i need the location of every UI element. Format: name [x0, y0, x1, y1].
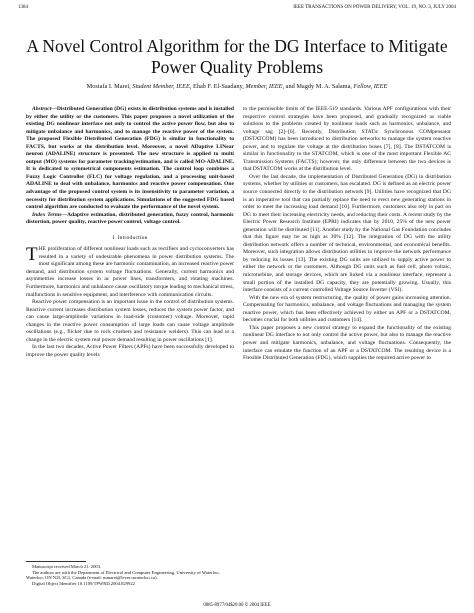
page-number: 1384 [18, 5, 28, 10]
intro-paragraph-3: In the last two decades, Active Power Filters (APFs) have been successfully developed to improve the power quality levels [26, 344, 234, 358]
left-column [26, 106, 234, 360]
right-paragraph-1: to the permissible limits of the IEEE-519 standards. Various APF configurations with their respective control strategies have been proposed, and gradually recognized as viable solutions to the problems created by nonlinear loads such as harmonics, unbalance, and voltage sag [2]–[6]. Recently, Distribution STATic Synchronous COMpensator (DSTATCOM) has been introduced to distribution networks to manage the system reactive power, and to regulate the voltage at the distribution buses [7], [8]. The DSTATCOM is similar in functionality to the STATCOM, which is one of the most important Flexible AC Transmission Systems (FACTS); however, the only difference between the two devices is that DSTATCOM works at the distribution level. [243, 106, 451, 173]
footnote-received: Manuscript received March 21, 2003. [32, 564, 102, 569]
right-paragraph-4: This paper proposes a new control strategy to expand the functionality of the existing nonlinear DG interface to not only control the active power, but also to manage the reactive power and mitigate harmonics, unbalance, and voltage fluctuations. Consequently, the interface can emulate the function of an APF or a DSTATCOM. The resulting device is a Flexible Distributed Generation (FDG), which supplies the required active power to [243, 324, 451, 362]
footnote-doi: Digital Object Identifier 10.1109/TPWRD.2004.829922 [32, 580, 135, 586]
right-paragraph-2: Over the last decade, the implementation of Distributed Generation (DG) in distribution systems, whether by utilities or customers, has escalated. DG is defined as an electric power source connected directly to the distribution network [9]. Utilities have recognized that DG is an imperative tool that can partially replace the need to erect new generating stations in order to meet the increasing load demand [10]. Furthermore, customers also rely in part on DG to meet their increasing electricity needs, and reducing their costs. A recent study by the Electric Power Research Institute (EPRI) indicates that by 2010, 25% of the new power generation will be distributed [11]. Another study by the National Gas Foundation concludes that this figure may be as high as 30% [12]. The integration of DG with the utility distribution network offers a number of technical, environmental, and economical benefits. Moreover, such integration allows distribution utilities to improve the network performance by reducing its losses [13]. The existing DG units are utilized to supply active power to either the network or the customers. Although DG units such as fuel cell, photo voltaic, microturbine, and storage devices, which are linked via a nonlinear interface, represent a small portion of the installed DG capacity, they are potentially growing. Usually, this interface consists of a current controlled Voltage Source Inverter (VSI). [243, 173, 451, 294]
section-heading: I. Introduction [112, 234, 148, 241]
author-3-role: Fellow, IEEE [353, 83, 388, 90]
author-2: Ehab F. El-Saadany, [192, 83, 244, 90]
abstract [26, 106, 234, 212]
footnote-rule [26, 561, 86, 562]
abstract-label: Abstract— [32, 106, 57, 112]
index-terms-text: Adaptive estimation, distributed generation, fuzzy control, harmonic distortion, power quality, reactive power control, voltage control. [26, 211, 234, 226]
right-paragraph-3: With the new era of system restructuring, the quality of power gains increasing attention. Compensating for harmonics, unbalance, and voltage fluctuations and managing the system reactive power, which has been effectively achieved by either an APF or a DSTATCOM, becomes crucial for both utilities and customers [14]. [243, 294, 451, 324]
author-1: Mostafa I. Marei, [86, 83, 131, 90]
author-line [18, 83, 456, 90]
author-2-role: Member, IEEE, [245, 83, 285, 90]
journal-running-head: IEEE TRANSACTIONS ON POWER DELIVERY, VOL. 19, NO. 3, JULY 2004 [293, 5, 456, 10]
abstract-text: Distributed Generation (DG) exists in distribution systems and is installed by either the utility or the customers. This paper proposes a novel utilization of the existing DG nonlinear interface not only to control the active power flow, but also to mitigate unbalance and harmonics, and to manage the reactive power of the system. The proposed Flexible Distributed Generation (FDG) is similar in functionality to FACTS, but works at the distribution level. Moreover, a novel ADaptive LINear neuron (ADALINE) structure is presented. The new structure is applied to multi output (MO) systems for parameter tracking/estimation, and is called MO-ADALINE. It is dedicated to symmetrical components estimation. The control loop combines a Fuzzy Logic Controller (FLC) for voltage regulation, and a processing unit-based ADALINE to deal with unbalance, harmonics and reactive power compensation. One advantage of the proposed control system is its insensitivity to parameter variation, a necessity for distribution system applications. Simulations of the suggested FDG based control algorithm are conducted to evaluate the performance of the novel system. [26, 106, 234, 211]
footnote-affiliation: The authors are with the Department of Electrical and Computer Engineering, University of Waterloo, Waterloo, ON N2L 3G1, Canada (e-mail: mmarei@lever.uwaterloo.ca). [26, 569, 220, 581]
author-1-role: Student Member, IEEE, [132, 83, 192, 90]
intro-paragraph-2: Reactive power compensation is an important issue in the control of distribution systems. Reactive current increases distribution system losses, reduces the system power factor, and can cause large-amplitude variations in load-side (customer) voltage. Moreover, rapid changes in the reactive power consumption of large loads can cause voltage amplitude oscillations (e.g., flicker due to rock crushers and resistance welders). This can lead to a change in the electric system real power demand resulting in power oscillations [1]. [26, 299, 234, 343]
index-terms [26, 212, 234, 227]
intro-paragraph-1-text: HE proliferation of different nonlinear loads such as rectifiers and cycloconverters has resulted in a variety of undesirable phenomena in power distribution systems. The most significant among these are harmonic contamination, an increased reactive power demand, and distribution system voltage fluctuations. Generally, current harmonics and asymmetries increase losses in ac power lines, transformers, and rotating machines. Furthermore, harmonics and unbalance cause oscillatory torque leading to mechanical stress, malfunctions in sensitive equipment, and interference with communication circuits. [26, 246, 234, 298]
right-column [243, 106, 451, 363]
copyright-line: 0885-8977/04$20.00 © 2004 IEEE [203, 603, 271, 608]
author-3: and Magdy M. A. Salama, [285, 83, 352, 90]
drop-cap: T [26, 244, 38, 266]
index-terms-label: Index Terms— [32, 211, 67, 218]
paper-title: A Novel Control Algorithm for the DG Interface to Mitigate Power Quality Problems [26, 36, 448, 77]
intro-paragraph-1 [26, 246, 234, 299]
footnote [26, 564, 234, 586]
